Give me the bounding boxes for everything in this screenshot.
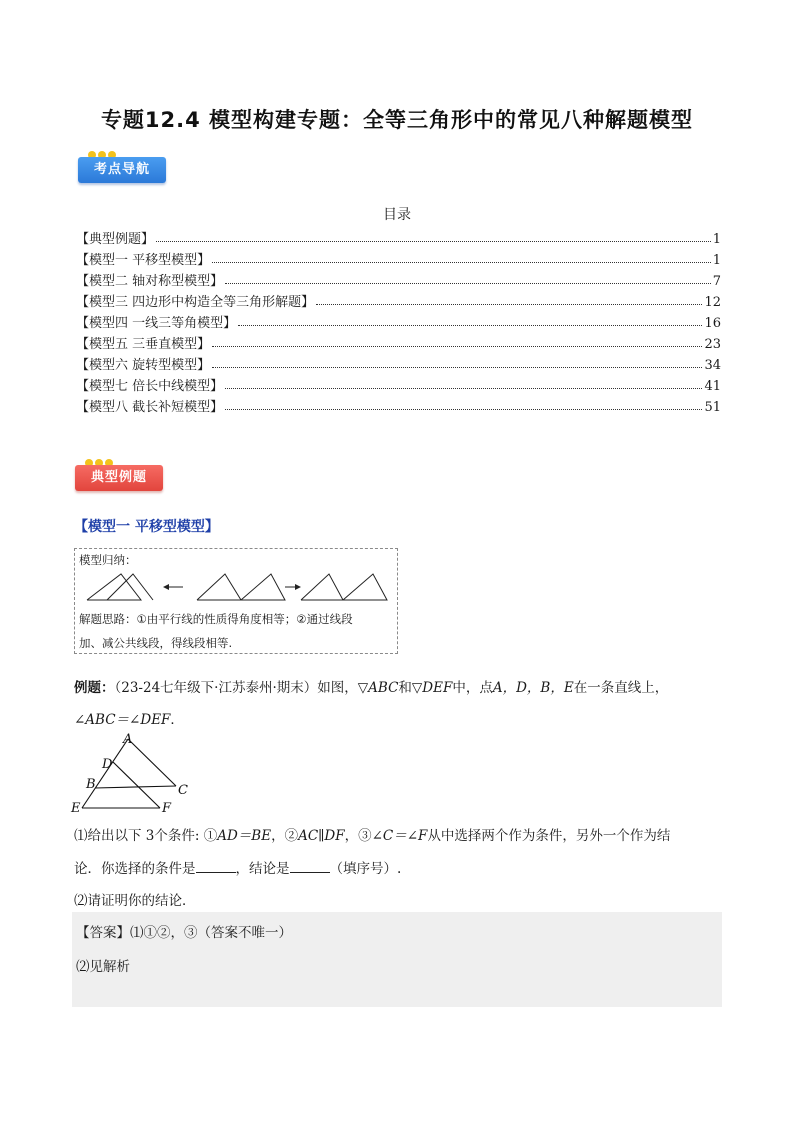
question-1-line-2: [74, 857, 401, 877]
toc-item[interactable]: [76, 268, 721, 289]
q1-tail: 从中选择两个作为条件，另外一个作为结: [427, 828, 671, 844]
sep: ，②: [271, 828, 299, 844]
toc-item-page: 41: [704, 379, 721, 394]
toc-item[interactable]: [76, 373, 721, 394]
q1-line2c: （填序号）.: [329, 861, 402, 877]
toc-item-page: 51: [704, 400, 721, 415]
toc-item-page: 1: [712, 253, 721, 268]
toc-leader: [212, 262, 711, 263]
answer-label: 【答案】: [76, 925, 130, 941]
answer-text-1: ⑴①②，③（答案不唯一）: [130, 925, 292, 941]
question-1: [74, 824, 670, 844]
example-points: A，D，B，E: [492, 680, 574, 696]
example-statement: [74, 676, 668, 696]
toc-item-label: 【模型七 倍长中线模型】: [76, 379, 224, 394]
toc-item-label: 【模型五 三垂直模型】: [76, 337, 211, 352]
model-summary-title: 模型归纳：: [79, 553, 137, 567]
table-of-contents: [76, 226, 721, 415]
label-a: A: [123, 732, 133, 747]
toc-item-page: 1: [712, 232, 721, 247]
model-summary-line-1: 解题思路：①由平行线的性质得角度相等；②通过线段: [79, 612, 353, 626]
angle-condition: ∠ABC＝∠DEF: [74, 712, 171, 728]
toc-leader: [225, 409, 702, 410]
toc-heading: 目录: [383, 207, 411, 223]
examples-badge-label: 典型例题: [75, 465, 163, 491]
toc-leader: [238, 325, 702, 326]
toc-leader: [212, 346, 702, 347]
toc-leader: [212, 367, 702, 368]
condition-2: AC∥DF: [298, 828, 345, 844]
example-lead: 例题：: [74, 680, 115, 696]
toc-leader: [156, 241, 711, 242]
toc-item[interactable]: [76, 331, 721, 352]
answer-line-2: ⑵见解析: [76, 959, 130, 975]
condition-1: AD＝BE: [217, 828, 272, 844]
page-title: 专题12.4 模型构建专题：全等三角形中的常见八种解题模型: [100, 108, 694, 132]
toc-item-label: 【模型三 四边形中构造全等三角形解题】: [76, 295, 315, 310]
q1-line2a: 论．你选择的条件是: [74, 861, 196, 877]
toc-item[interactable]: [76, 394, 721, 415]
label-f: F: [162, 801, 172, 814]
question-2: ⑵请证明你的结论．: [74, 893, 196, 909]
label-e: E: [71, 801, 81, 814]
example-mid: 中，点: [452, 680, 493, 696]
model-summary-line-2: 加、减公共线段，得线段相等.: [79, 636, 233, 650]
model-summary-box: [74, 548, 398, 654]
triangle-def: ▽DEF: [411, 680, 453, 696]
label-b: B: [86, 777, 96, 792]
example-tail: 在一条直线上，: [573, 680, 669, 696]
toc-leader: [225, 283, 711, 284]
section-title: 【模型一 平移型模型】: [74, 519, 219, 535]
toc-item-label: 【模型八 截长补短模型】: [76, 400, 224, 415]
condition-3: ∠C＝∠F: [371, 828, 428, 844]
toc-item-page: 7: [712, 274, 721, 289]
example-and: 和: [398, 680, 412, 696]
example-source: （23-24七年级下·江苏泰州·期末）如图，: [114, 680, 358, 696]
toc-item-label: 【模型六 旋转型模型】: [76, 358, 211, 373]
toc-item-page: 12: [704, 295, 721, 310]
toc-item[interactable]: [76, 247, 721, 268]
toc-item[interactable]: [76, 310, 721, 331]
label-d: D: [102, 757, 113, 772]
q1-line2b: ，结论是: [235, 861, 290, 877]
toc-item-label: 【典型例题】: [76, 232, 155, 247]
toc-item-page: 23: [704, 337, 721, 352]
period: ．: [170, 712, 184, 728]
triangle-figure: [68, 732, 198, 814]
toc-item[interactable]: [76, 289, 721, 310]
toc-item-label: 【模型四 一线三等角模型】: [76, 316, 237, 331]
toc-leader: [225, 388, 702, 389]
sep: ，③: [344, 828, 372, 844]
answer-box: [72, 912, 722, 1007]
triangle-abc: ▽ABC: [357, 680, 399, 696]
toc-item-label: 【模型一 平移型模型】: [76, 253, 211, 268]
label-c: C: [178, 783, 188, 798]
q1-prefix: ⑴给出以下 3个条件: ①: [74, 828, 218, 844]
toc-item-page: 16: [704, 316, 721, 331]
answer-blank-1: [196, 860, 236, 873]
translation-model-figure: [75, 567, 397, 607]
answer-line-1: [76, 921, 292, 941]
toc-item[interactable]: [76, 226, 721, 247]
toc-leader: [316, 304, 702, 305]
toc-item[interactable]: [76, 352, 721, 373]
answer-blank-2: [290, 860, 330, 873]
toc-item-page: 34: [704, 358, 721, 373]
nav-badge-label: 考点导航: [78, 157, 166, 183]
toc-item-label: 【模型二 轴对称型模型】: [76, 274, 224, 289]
example-condition: [74, 708, 184, 728]
